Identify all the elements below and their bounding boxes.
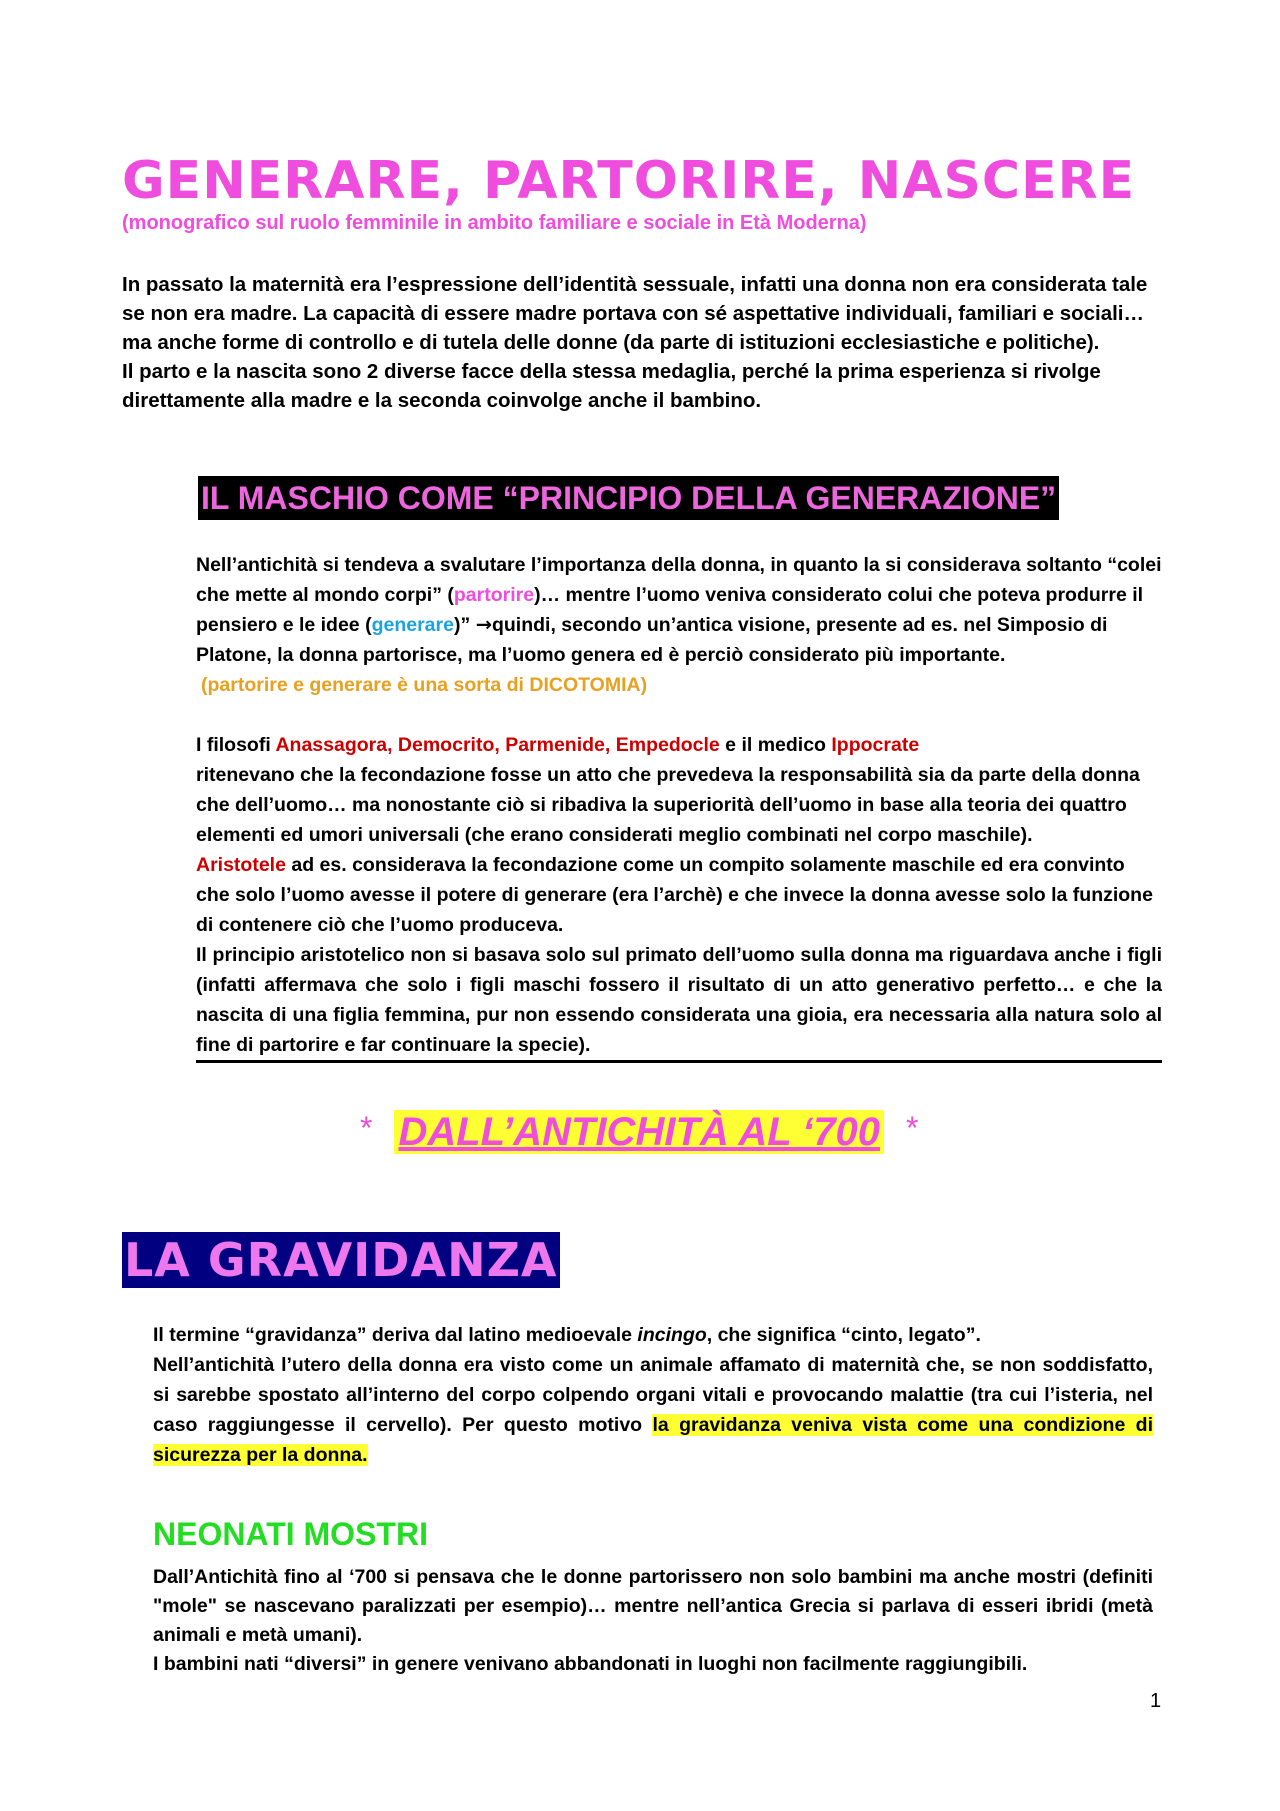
paragraph-abandoned: I bambini nati “diversi” in genere venivano abbandonati in luoghi non facilmente raggiungibili. <box>153 1653 1028 1675</box>
era-heading <box>360 1100 918 1160</box>
text-run: )… mentre l’uomo veniva considerato colui che poteva produrre il pensiero e le idee ( <box>196 584 1144 636</box>
paragraph-aristotelian-principle: Il principio aristotelico non si basava solo sul primato dell’uomo sulla donna ma riguardava anche i figli (infatti affermava che solo i figli maschi fossero il risultato di un atto generativo perfetto… e che la nascita di una figlia femmina, pur non essendo considerata una gioia, era necessaria alla natura solo al fine di partorire e far continuare la specie). <box>196 944 1162 1056</box>
highlighted-text: la gravidanza veniva vista come una condizione di sicurezza per la donna. <box>153 1414 1153 1466</box>
section-monsters <box>153 1563 1153 1679</box>
text-run: e il medico <box>719 734 832 756</box>
document-title: GENERARE, PARTORIRE, NASCERE <box>122 151 1136 211</box>
star-icon: * <box>905 1110 919 1146</box>
spacer <box>196 700 1162 730</box>
italic-term: incingo <box>637 1324 707 1346</box>
text-run: quindi, secondo un’antica visione, presente ad es. nel Simposio di Platone, la donna partorisce, ma l’uomo genera ed è perciò considerato più importante. <box>196 614 1108 666</box>
text-run: ad es. considerava la fecondazione come un compito solamente maschile ed era convinto che solo l’uomo avesse il potere di generare (era l’archè) e che invece la donna avesse solo la funzione di contenere ciò che l’uomo produceva. <box>196 854 1153 936</box>
paragraph-etymology <box>153 1320 1153 1350</box>
text-run: )” <box>453 614 476 636</box>
page-number: 1 <box>1150 1690 1162 1712</box>
keyword-generare: generare <box>371 614 454 636</box>
section-heading-pregnancy: LA GRAVIDANZA <box>124 1233 558 1287</box>
star-icon: * <box>360 1110 373 1146</box>
text-run: Nell’antichità l’utero della donna era visto come un animale affamato di maternità che, se non soddisfatto, si sarebbe spostato all’interno del corpo colpendo organi vitali e provocando malattie (tra cui l’isteria, nel caso raggiungesse il cervello). Per questo motivo <box>153 1354 1153 1436</box>
intro-paragraph-1: In passato la maternità era l’espressione dell’identità sessuale, infatti una donna non era considerata tale se non era madre. La capacità di essere madre portava con sé aspettative individuali, familiari e sociali… ma anche forme di controllo e di tutela delle donne (da parte di istituzioni ecclesiastiche e politiche). <box>122 273 1148 354</box>
text-run: I filosofi <box>196 734 276 756</box>
horizontal-rule <box>196 1060 1162 1063</box>
paragraph-aristotle <box>196 850 1162 940</box>
section-pregnancy <box>153 1320 1153 1470</box>
section-male-principle <box>196 550 1162 1060</box>
intro-paragraph-2: Il parto e la nascita sono 2 diverse facce della stessa medaglia, perché la prima esperienza si rivolge direttamente alla madre e la seconda coinvolge anche il bambino. <box>122 360 1101 412</box>
aristotle-name: Aristotele <box>196 854 286 876</box>
text-run: , che significa “cinto, legato”. <box>706 1324 981 1346</box>
era-title: DALL’ANTICHITÀ AL ‘700 <box>394 1110 884 1154</box>
paragraph-monsters: Dall’Antichità fino al ‘700 si pensava che le donne partorissero non solo bambini ma anche mostri (definiti "mole" se nascevano paralizzati per esempio)… mentre nell’antica Grecia si parlava di esseri ibridi (metà animali e metà umani). <box>153 1566 1153 1646</box>
paragraph-fecundation: ritenevano che la fecondazione fosse un atto che prevedeva la responsabilità sia da parte della donna che dell’uomo… ma nonostante ciò si ribadiva la superiorità dell’uomo in base alla teoria dei quattro elementi ed umori universali (che erano considerati meglio combinati nel corpo maschile). <box>196 764 1140 846</box>
section-heading-monsters: NEONATI MOSTRI <box>153 1516 428 1552</box>
text-run: Il termine “gravidanza” deriva dal latino medioevale <box>153 1324 638 1346</box>
doctor-name: Ippocrate <box>831 734 920 756</box>
arrow-right-icon: → <box>475 613 492 636</box>
document-subtitle: (monografico sul ruolo femminile in ambito familiare e sociale in Età Moderna) <box>122 212 867 234</box>
philosophers-names: Anassagora, Democrito, Parmenide, Empedocle <box>275 734 720 756</box>
paragraph-philosophers <box>196 730 1162 760</box>
intro-section <box>122 270 1172 415</box>
section-heading-male-principle: IL MASCHIO COME “PRINCIPIO DELLA GENERAZIONE” <box>198 476 1059 520</box>
text-run: Nell’antichità si tendeva a svalutare l’importanza della donna, in quanto la si considerava soltanto “colei che mette al mondo corpi” ( <box>196 554 1162 606</box>
keyword-partorire: partorire <box>453 584 535 606</box>
dichotomy-note: (partorire e generare è una sorta di DICOTOMIA) <box>201 674 648 696</box>
paragraph-antiquity <box>196 550 1162 670</box>
paragraph-uterus <box>153 1350 1153 1470</box>
